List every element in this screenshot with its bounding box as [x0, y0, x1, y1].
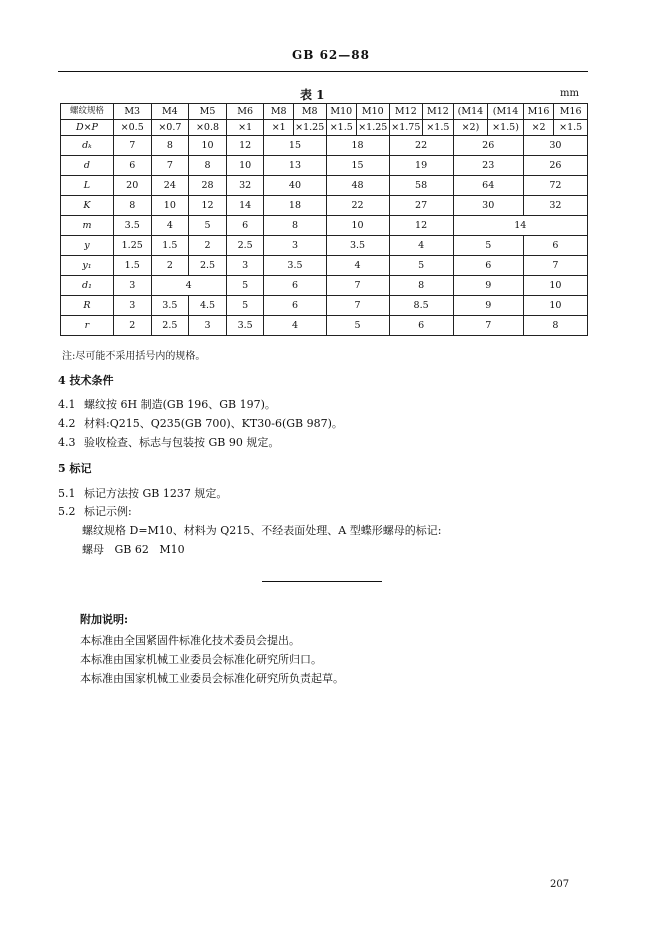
table-cell: 8.5 [389, 296, 453, 316]
header-cell: ×1 [264, 120, 294, 136]
header-cell: ×1.5) [488, 120, 524, 136]
table-row [61, 256, 588, 276]
table-cell: 3 [226, 256, 264, 276]
table-cell: 10 [523, 276, 587, 296]
row-label: m [61, 216, 114, 236]
table-cell: 5 [189, 216, 227, 236]
clause-4-3 [58, 434, 279, 450]
table-cell: 15 [326, 156, 389, 176]
header-cell: ×1.25 [293, 120, 326, 136]
table-cell: 22 [389, 136, 453, 156]
table-cell: 40 [264, 176, 326, 196]
table-cell: 12 [189, 196, 227, 216]
row-label: K [61, 196, 114, 216]
table-cell: 13 [264, 156, 326, 176]
header-cell: M10 [326, 104, 357, 120]
table-cell: 8 [264, 216, 326, 236]
table-row [61, 276, 588, 296]
clause-number: 4.2 [58, 417, 76, 430]
row-label: L [61, 176, 114, 196]
clause-text: 验收检查、标志与包装按 GB 90 规定。 [84, 436, 280, 449]
table-cell: 1.5 [113, 256, 151, 276]
header-cell: 螺纹规格 [61, 104, 114, 120]
page-number: 207 [550, 879, 570, 890]
table-cell: 8 [389, 276, 453, 296]
table-cell: 5 [389, 256, 453, 276]
table-cell: 5 [453, 236, 523, 256]
additional-note-line: 本标准由国家机械工业委员会标准化研究所负责起草。 [80, 672, 344, 685]
header-cell: M10 [357, 104, 390, 120]
table-cell: 8 [189, 156, 227, 176]
table-cell: 6 [453, 256, 523, 276]
table-unit: mm [560, 88, 579, 99]
clause-number: 4.1 [58, 398, 76, 411]
table-cell: 9 [453, 296, 523, 316]
table-cell: 10 [326, 216, 389, 236]
table-cell: 7 [151, 156, 189, 176]
table-row [61, 216, 588, 236]
table-cell: 3 [113, 276, 151, 296]
table-cell: 2 [189, 236, 227, 256]
table-cell: 4 [151, 276, 226, 296]
table-cell: 7 [453, 316, 523, 336]
table-cell: 5 [226, 296, 264, 316]
table-row [61, 316, 588, 336]
header-cell: ×1.75 [389, 120, 423, 136]
clause-5-1 [58, 485, 227, 501]
table-cell: 7 [113, 136, 151, 156]
table-cell: 3 [189, 316, 227, 336]
table-cell: 26 [453, 136, 523, 156]
table-cell: 6 [523, 236, 587, 256]
clause-4-2 [58, 415, 343, 431]
table-cell: 2 [151, 256, 189, 276]
table-cell: 22 [326, 196, 389, 216]
table-cell: 18 [326, 136, 389, 156]
table-cell: 3 [113, 296, 151, 316]
table-cell: 64 [453, 176, 523, 196]
header-cell: D×P [61, 120, 114, 136]
header-cell: M12 [389, 104, 423, 120]
table-row [61, 196, 588, 216]
table-cell: 2.5 [189, 256, 227, 276]
header-cell: ×1 [226, 120, 264, 136]
table-cell: 7 [326, 296, 389, 316]
table-cell: 4 [326, 256, 389, 276]
table-cell: 8 [523, 316, 587, 336]
table-cell: 6 [264, 276, 326, 296]
table-cell: 10 [226, 156, 264, 176]
header-cell: ×1.5 [423, 120, 454, 136]
table-cell: 58 [389, 176, 453, 196]
table-cell: 27 [389, 196, 453, 216]
table-cell: 14 [453, 216, 587, 236]
row-label: r [61, 316, 114, 336]
table-cell: 6 [389, 316, 453, 336]
clause-text: 标记示例: [84, 505, 132, 518]
table-cell: 6 [226, 216, 264, 236]
table-row [61, 136, 588, 156]
table-cell: 10 [523, 296, 587, 316]
clause-text: 材料:Q215、Q235(GB 700)、KT30-6(GB 987)。 [84, 417, 343, 430]
additional-note-line: 本标准由国家机械工业委员会标准化研究所归口。 [80, 653, 322, 666]
table-cell: 3 [264, 236, 326, 256]
table-cell: 4 [389, 236, 453, 256]
table-cell: 5 [226, 276, 264, 296]
header-row-2 [61, 120, 588, 136]
table-cell: 1.25 [113, 236, 151, 256]
section-divider [262, 581, 382, 582]
table-cell: 4 [151, 216, 189, 236]
additional-note-line: 本标准由全国紧固件标准化技术委员会提出。 [80, 634, 300, 647]
table-row [61, 296, 588, 316]
table-cell: 23 [453, 156, 523, 176]
clause-number: 5.1 [58, 487, 76, 500]
table-cell: 6 [113, 156, 151, 176]
table-row [61, 236, 588, 256]
table-cell: 48 [326, 176, 389, 196]
table-cell: 12 [226, 136, 264, 156]
table-cell: 19 [389, 156, 453, 176]
spec-table [60, 103, 588, 336]
table-cell: 15 [264, 136, 326, 156]
table-cell: 4.5 [189, 296, 227, 316]
table-cell: 9 [453, 276, 523, 296]
marking-example-description: 螺纹规格 D=M10、材料为 Q215、不经表面处理、A 型蝶形螺母的标记: [82, 524, 442, 537]
table-cell: 6 [264, 296, 326, 316]
table-cell: 72 [523, 176, 587, 196]
table-cell: 3.5 [326, 236, 389, 256]
header-cell: M8 [264, 104, 294, 120]
table-cell: 7 [523, 256, 587, 276]
clause-text: 标记方法按 GB 1237 规定。 [84, 487, 228, 500]
header-cell: ×0.7 [151, 120, 189, 136]
table-cell: 1.5 [151, 236, 189, 256]
table-cell: 18 [264, 196, 326, 216]
table-caption: 表 1 [300, 88, 325, 102]
row-label: dₖ [61, 136, 114, 156]
table-row [61, 156, 588, 176]
clause-4-1 [58, 396, 276, 412]
header-cell: ×1.25 [357, 120, 390, 136]
table-cell: 5 [326, 316, 389, 336]
header-row-1 [61, 104, 588, 120]
table-cell: 30 [523, 136, 587, 156]
table-cell: 3.5 [113, 216, 151, 236]
section-4-title: 4 技术条件 [58, 374, 114, 387]
table-cell: 2.5 [226, 236, 264, 256]
header-cell: ×2) [453, 120, 488, 136]
header-cell: M16 [554, 104, 588, 120]
header-cell: ×1.5 [326, 120, 357, 136]
header-cell: ×2 [523, 120, 554, 136]
header-rule [58, 71, 588, 72]
clause-number: 5.2 [58, 505, 76, 518]
table-cell: 32 [523, 196, 587, 216]
table-cell: 10 [151, 196, 189, 216]
table-cell: 30 [453, 196, 523, 216]
header-cell: M4 [151, 104, 189, 120]
table-cell: 24 [151, 176, 189, 196]
header-cell: (M14 [453, 104, 488, 120]
header-cell: (M14 [488, 104, 524, 120]
additional-notes-title: 附加说明: [80, 613, 129, 626]
header-cell: ×0.5 [113, 120, 151, 136]
row-label: y [61, 236, 114, 256]
table-row [61, 176, 588, 196]
table-cell: 3.5 [151, 296, 189, 316]
section-5-title: 5 标记 [58, 462, 92, 475]
table-cell: 7 [326, 276, 389, 296]
clause-number: 4.3 [58, 436, 76, 449]
row-label: y₁ [61, 256, 114, 276]
table-cell: 10 [189, 136, 227, 156]
header-cell: M6 [226, 104, 264, 120]
row-label: d₁ [61, 276, 114, 296]
header-cell: M12 [423, 104, 454, 120]
table-cell: 20 [113, 176, 151, 196]
table-cell: 32 [226, 176, 264, 196]
table-cell: 26 [523, 156, 587, 176]
table-cell: 14 [226, 196, 264, 216]
table-cell: 3.5 [264, 256, 326, 276]
table-cell: 12 [389, 216, 453, 236]
table-cell: 28 [189, 176, 227, 196]
marking-example: 螺母 GB 62 M10 [82, 543, 185, 556]
table-cell: 8 [113, 196, 151, 216]
header-cell: M3 [113, 104, 151, 120]
table-cell: 8 [151, 136, 189, 156]
row-label: d [61, 156, 114, 176]
header-cell: ×0.8 [189, 120, 227, 136]
row-label: R [61, 296, 114, 316]
header-cell: M16 [523, 104, 554, 120]
clause-5-2 [58, 503, 132, 519]
header-cell: M8 [293, 104, 326, 120]
clause-text: 螺纹按 6H 制造(GB 196、GB 197)。 [84, 398, 276, 411]
table-cell: 4 [264, 316, 326, 336]
table-cell: 3.5 [226, 316, 264, 336]
table-cell: 2.5 [151, 316, 189, 336]
table-cell: 2 [113, 316, 151, 336]
page-header: GB 62—88 [292, 48, 370, 62]
header-cell: ×1.5 [554, 120, 588, 136]
header-cell: M5 [189, 104, 227, 120]
table-note: 注:尽可能不采用括号内的规格。 [62, 351, 206, 362]
